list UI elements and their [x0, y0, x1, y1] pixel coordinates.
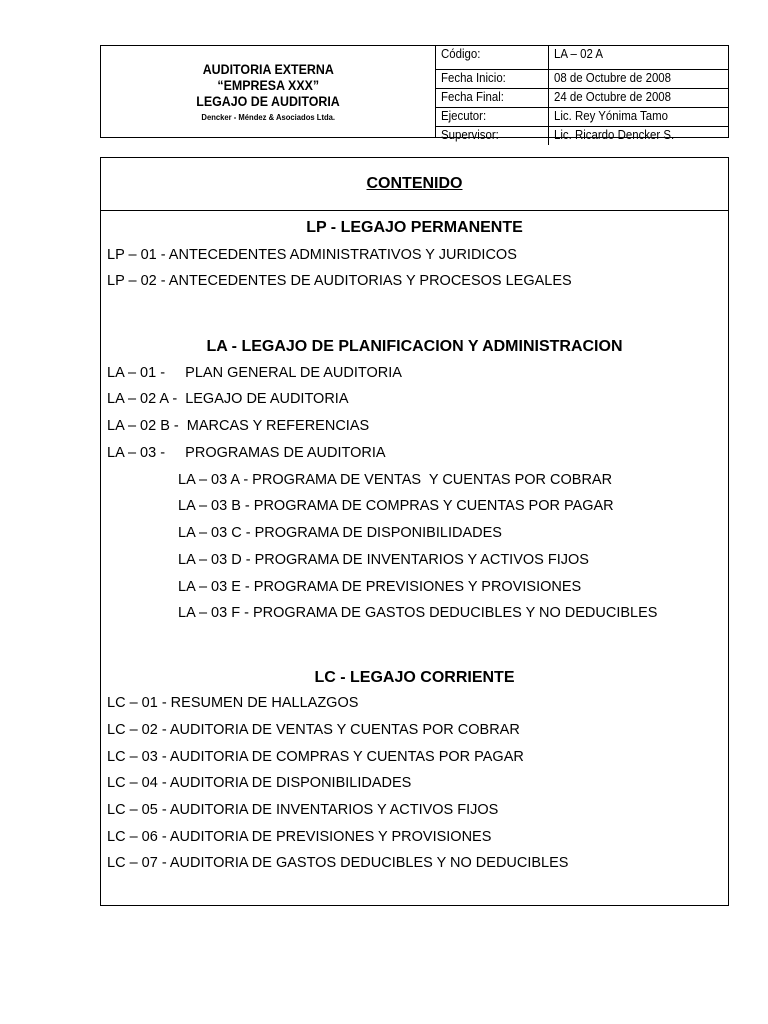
meta-label: Fecha Inicio: [436, 70, 549, 89]
list-subitem: LA – 03 B - PROGRAMA DE COMPRAS Y CUENTAS POR PAGAR [178, 498, 614, 514]
contents-title-row [101, 158, 728, 211]
meta-value: Lic. Rey Yónima Tamo [549, 108, 729, 127]
meta-label: Código: [436, 46, 549, 70]
list-item: LP – 02 - ANTECEDENTES DE AUDITORIAS Y PROCESOS LEGALES [107, 273, 572, 289]
header-line-1: AUDITORIA EXTERNA [202, 62, 334, 77]
list-item: LA – 01 - PLAN GENERAL DE AUDITORIA [107, 365, 402, 381]
meta-row-codigo [436, 46, 728, 70]
meta-row-supervisor [436, 127, 728, 146]
list-item: LC – 03 - AUDITORIA DE COMPRAS Y CUENTAS POR PAGAR [107, 749, 524, 765]
meta-value: 08 de Octubre de 2008 [549, 70, 729, 89]
contents-title: CONTENIDO [366, 175, 463, 192]
meta-value: LA – 02 A [549, 46, 729, 70]
list-subitem: LA – 03 D - PROGRAMA DE INVENTARIOS Y ACTIVOS FIJOS [178, 552, 589, 568]
header-meta-table [436, 46, 728, 145]
list-subitem: LA – 03 F - PROGRAMA DE GASTOS DEDUCIBLES Y NO DEDUCIBLES [178, 605, 658, 621]
list-item: LP – 01 - ANTECEDENTES ADMINISTRATIVOS Y JURIDICOS [107, 247, 517, 263]
list-subitem: LA – 03 E - PROGRAMA DE PREVISIONES Y PROVISIONES [178, 579, 582, 595]
section-title-la: LA - LEGAJO DE PLANIFICACION Y ADMINISTRACION [206, 338, 623, 355]
document-header [100, 45, 729, 142]
list-item: LA – 02 B - MARCAS Y REFERENCIAS [107, 418, 370, 434]
section-title-lp: LP - LEGAJO PERMANENTE [306, 219, 523, 236]
meta-row-fecha-final [436, 89, 728, 108]
list-item: LC – 07 - AUDITORIA DE GASTOS DEDUCIBLES Y NO DEDUCIBLES [107, 855, 569, 871]
section-title-lc: LC - LEGAJO CORRIENTE [314, 669, 515, 686]
meta-row-ejecutor [436, 108, 728, 127]
list-item: LC – 06 - AUDITORIA DE PREVISIONES Y PROVISIONES [107, 829, 492, 845]
list-subitem: LA – 03 A - PROGRAMA DE VENTAS Y CUENTAS POR COBRAR [178, 472, 613, 488]
header-line-2: “EMPRESA XXX” [217, 78, 319, 93]
header-line-3: LEGAJO DE AUDITORIA [196, 94, 340, 109]
list-item: LC – 02 - AUDITORIA DE VENTAS Y CUENTAS POR COBRAR [107, 722, 520, 738]
list-item: LA – 03 - PROGRAMAS DE AUDITORIA [107, 445, 386, 461]
meta-value: 24 de Octubre de 2008 [549, 89, 729, 108]
meta-label: Ejecutor: [436, 108, 549, 127]
header-firm: Dencker - Méndez & Asociados Ltda. [201, 112, 335, 122]
list-subitem: LA – 03 C - PROGRAMA DE DISPONIBILIDADES [178, 525, 502, 541]
list-item: LA – 02 A - LEGAJO DE AUDITORIA [107, 391, 349, 407]
meta-label: Fecha Final: [436, 89, 549, 108]
meta-row-fecha-inicio [436, 70, 728, 89]
header-title-block [101, 46, 436, 137]
list-item: LC – 04 - AUDITORIA DE DISPONIBILIDADES [107, 775, 412, 791]
meta-value: Lic. Ricardo Dencker S. [554, 127, 675, 142]
meta-label: Supervisor: [436, 127, 549, 146]
list-item: LC – 01 - RESUMEN DE HALLAZGOS [107, 695, 359, 711]
list-item: LC – 05 - AUDITORIA DE INVENTARIOS Y ACTIVOS FIJOS [107, 802, 499, 818]
contents-box [100, 157, 729, 906]
